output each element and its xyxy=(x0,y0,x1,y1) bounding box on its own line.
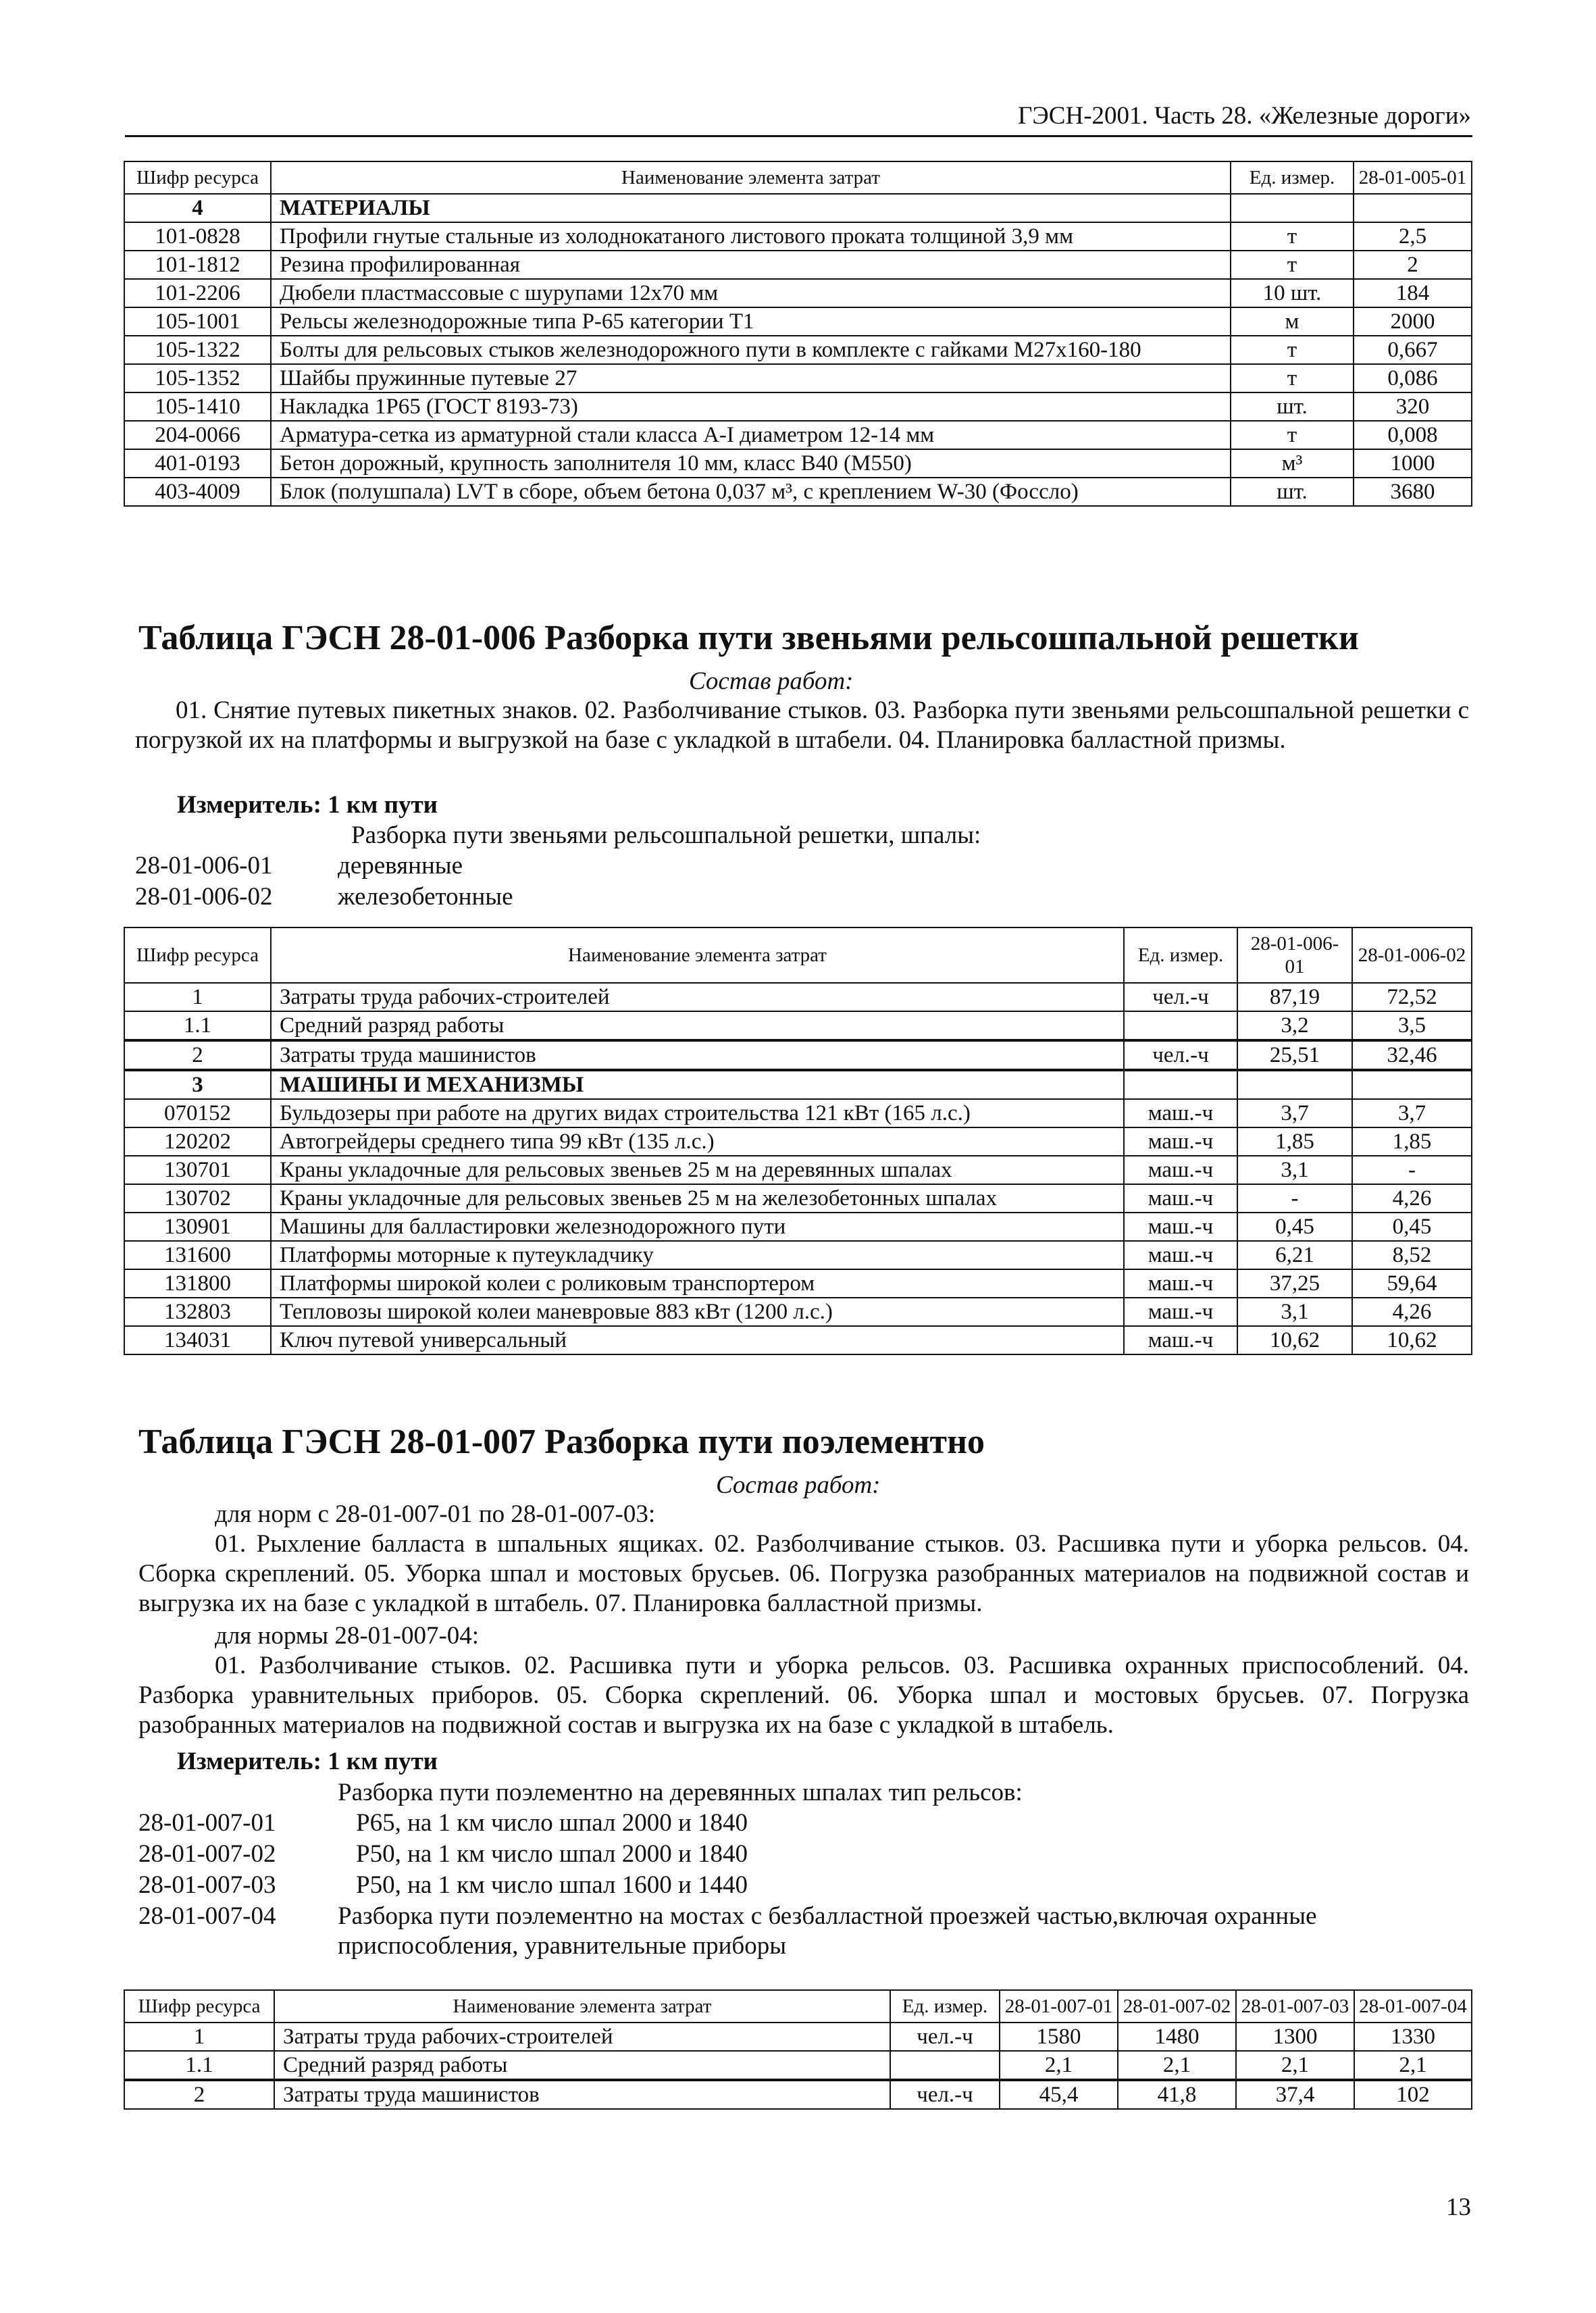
row-name: Автогрейдеры среднего типа 99 кВт (135 л.с.) xyxy=(271,1127,1124,1156)
norm-desc: Р50, на 1 км число шпал 1600 и 1440 xyxy=(356,1871,748,1899)
row-value xyxy=(1237,1070,1352,1099)
composition-label: Состав работ: xyxy=(689,667,854,695)
col-header-unit: Ед. измер. xyxy=(1124,927,1237,983)
row-name: Машины для балластировки железнодорожного пути xyxy=(271,1213,1124,1241)
col-header-norm: 28-01-005-01 xyxy=(1354,161,1472,194)
row-name: Болты для рельсовых стыков железнодорожного пути в комплекте с гайками М27х160-180 xyxy=(271,336,1231,364)
table-row xyxy=(124,364,1472,392)
table-row xyxy=(124,2080,1472,2109)
row-value: 32,46 xyxy=(1352,1040,1472,1070)
row-unit: маш.-ч xyxy=(1124,1184,1237,1213)
row-code: 101-2206 xyxy=(124,279,271,307)
row-value: 1,85 xyxy=(1352,1127,1472,1156)
table-row xyxy=(124,336,1472,364)
table-row xyxy=(124,279,1472,307)
table-row xyxy=(124,2051,1472,2080)
row-value: 3,5 xyxy=(1352,1011,1472,1040)
row-unit: шт. xyxy=(1231,478,1354,506)
row-value: 2,1 xyxy=(1118,2051,1236,2080)
row-unit: 10 шт. xyxy=(1231,279,1354,307)
row-value: 2,1 xyxy=(1000,2051,1118,2080)
row-code: 101-1812 xyxy=(124,251,271,279)
row-value: 320 xyxy=(1354,392,1472,421)
row-value: 59,64 xyxy=(1352,1269,1472,1298)
table-row xyxy=(124,1241,1472,1269)
row-unit: м xyxy=(1231,307,1354,336)
norm-desc: Разборка пути поэлементно на мостах с безбалластной проезжей частью,включая охранные приспособления, уравнительные приборы xyxy=(338,1902,1317,1960)
row-value: 3,1 xyxy=(1237,1298,1352,1326)
row-unit: м³ xyxy=(1231,449,1354,478)
row-name: Бетон дорожный, крупность заполнителя 10 мм, класс В40 (М550) xyxy=(271,449,1231,478)
row-code: 130702 xyxy=(124,1184,271,1213)
row-value: 2,5 xyxy=(1354,222,1472,251)
row-unit: т xyxy=(1231,364,1354,392)
row-value: 2,1 xyxy=(1236,2051,1354,2080)
section-title-007: Таблица ГЭСН 28-01-007 Разборка пути поэлементно xyxy=(138,1423,985,1461)
norm-desc: Р50, на 1 км число шпал 2000 и 1840 xyxy=(356,1840,748,1868)
row-value: 10,62 xyxy=(1237,1326,1352,1354)
col-header-code: Шифр ресурса xyxy=(124,927,271,983)
table-row xyxy=(124,1156,1472,1184)
row-unit: чел.-ч xyxy=(1124,983,1237,1011)
table-header-row xyxy=(124,161,1472,194)
row-value: 2 xyxy=(1354,251,1472,279)
table-row xyxy=(124,251,1472,279)
codes-intro: Разборка пути поэлементно на деревянных шпалах тип рельсов: xyxy=(338,1779,1023,1806)
codes-intro: Разборка пути звеньями рельсошпальной решетки, шпалы: xyxy=(351,821,981,849)
row-value: 1300 xyxy=(1236,2023,1354,2051)
col-header-code: Шифр ресурса xyxy=(124,1990,274,2023)
row-name: Средний разряд работы xyxy=(274,2051,890,2080)
row-value: 3,1 xyxy=(1237,1156,1352,1184)
measure-label: Измеритель: 1 км пути xyxy=(177,1748,438,1775)
code-row xyxy=(138,1839,748,1869)
table-row xyxy=(124,1011,1472,1040)
row-code: 105-1352 xyxy=(124,364,271,392)
table-row xyxy=(124,2023,1472,2051)
row-unit: маш.-ч xyxy=(1124,1241,1237,1269)
row-unit: маш.-ч xyxy=(1124,1127,1237,1156)
row-unit: шт. xyxy=(1231,392,1354,421)
row-unit: маш.-ч xyxy=(1124,1213,1237,1241)
composition-label: Состав работ: xyxy=(716,1471,881,1499)
row-value: 87,19 xyxy=(1237,983,1352,1011)
row-unit: чел.-ч xyxy=(1124,1040,1237,1070)
row-code: 1.1 xyxy=(124,2051,274,2080)
norms2-text: 01. Разболчивание стыков. 02. Расшивка пути и уборка рельсов. 03. Расшивка охранных приспособлений. 04. Разборка уравнительных приборов. 05. Сборка скреплений. 06. Уборка шпал и мостовых брусьев. 07. Погрузка разобранных материалов на подвижной состав и выгрузка их на базе с укладкой в штабель. xyxy=(138,1652,1469,1739)
row-value: 0,45 xyxy=(1237,1213,1352,1241)
row-name: Краны укладочные для рельсовых звеньев 25 м на деревянных шпалах xyxy=(271,1156,1124,1184)
row-code: 105-1001 xyxy=(124,307,271,336)
table-row xyxy=(124,1040,1472,1070)
table-row xyxy=(124,1213,1472,1241)
table-row xyxy=(124,1269,1472,1298)
norm-code: 28-01-007-01 xyxy=(138,1809,276,1837)
row-code: 105-1410 xyxy=(124,392,271,421)
norm-code: 28-01-007-04 xyxy=(138,1902,276,1930)
norm-desc: Р65, на 1 км число шпал 2000 и 1840 xyxy=(356,1809,748,1837)
row-code: 134031 xyxy=(124,1326,271,1354)
row-value: 3,2 xyxy=(1237,1011,1352,1040)
row-name: Профили гнутые стальные из холоднокатаного листового проката толщиной 3,9 мм xyxy=(271,222,1231,251)
row-value: 102 xyxy=(1354,2080,1472,2109)
row-code: 204-0066 xyxy=(124,421,271,449)
row-name: Шайбы пружинные путевые 27 xyxy=(271,364,1231,392)
col-header-norm: 28-01-007-01 xyxy=(1000,1990,1118,2023)
section-title-006: Таблица ГЭСН 28-01-006 Разборка пути звеньями рельсошпальной решетки xyxy=(138,619,1359,657)
row-value: 45,4 xyxy=(1000,2080,1118,2109)
table-row xyxy=(124,1326,1472,1354)
norm-desc: железобетонные xyxy=(338,883,513,911)
table-006 xyxy=(124,927,1472,1355)
row-unit xyxy=(1124,1011,1237,1040)
row-unit xyxy=(1124,1070,1237,1099)
table-row xyxy=(124,1099,1472,1127)
row-value: 184 xyxy=(1354,279,1472,307)
row-value: 3,7 xyxy=(1352,1099,1472,1127)
norm-code: 28-01-007-02 xyxy=(138,1840,276,1868)
row-value: 6,21 xyxy=(1237,1241,1352,1269)
row-name: Затраты труда рабочих-строителей xyxy=(274,2023,890,2051)
row-value xyxy=(1354,194,1472,222)
row-unit: маш.-ч xyxy=(1124,1156,1237,1184)
row-name: МАТЕРИАЛЫ xyxy=(271,194,1231,222)
row-name: Затраты труда машинистов xyxy=(274,2080,890,2109)
row-value: 1,85 xyxy=(1237,1127,1352,1156)
row-name: Тепловозы широкой колеи маневровые 883 кВт (1200 л.с.) xyxy=(271,1298,1124,1326)
row-value: 3,7 xyxy=(1237,1099,1352,1127)
code-row xyxy=(138,1871,748,1900)
row-code: 4 xyxy=(124,194,271,222)
row-code: 1 xyxy=(124,983,271,1011)
row-code: 131600 xyxy=(124,1241,271,1269)
row-name: Платформы широкой колеи с роликовым транспортером xyxy=(271,1269,1124,1298)
table-007 xyxy=(124,1989,1472,2110)
row-unit: т xyxy=(1231,222,1354,251)
row-code: 132803 xyxy=(124,1298,271,1326)
row-name: Накладка 1Р65 (ГОСТ 8193-73) xyxy=(271,392,1231,421)
col-header-norm: 28-01-007-03 xyxy=(1236,1990,1354,2023)
col-header-name: Наименование элемента затрат xyxy=(271,927,1124,983)
row-unit: маш.-ч xyxy=(1124,1298,1237,1326)
table-header-row xyxy=(124,927,1472,983)
row-name: Краны укладочные для рельсовых звеньев 25 м на железобетонных шпалах xyxy=(271,1184,1124,1213)
row-value: 4,26 xyxy=(1352,1184,1472,1213)
row-value: 72,52 xyxy=(1352,983,1472,1011)
row-unit: т xyxy=(1231,336,1354,364)
page-number: 13 xyxy=(1446,2193,1471,2221)
row-code: 2 xyxy=(124,1040,271,1070)
row-unit: маш.-ч xyxy=(1124,1099,1237,1127)
row-value: - xyxy=(1352,1156,1472,1184)
code-row xyxy=(135,851,463,881)
row-name: Средний разряд работы xyxy=(271,1011,1124,1040)
row-code: 2 xyxy=(124,2080,274,2109)
table-row xyxy=(124,421,1472,449)
row-value: 10,62 xyxy=(1352,1326,1472,1354)
row-value: 2000 xyxy=(1354,307,1472,336)
code-row xyxy=(138,1902,1469,1961)
row-value: - xyxy=(1237,1184,1352,1213)
row-unit: т xyxy=(1231,421,1354,449)
code-row xyxy=(135,882,513,912)
col-header-unit: Ед. измер. xyxy=(1231,161,1354,194)
row-name: Платформы моторные к путеукладчику xyxy=(271,1241,1124,1269)
row-name: Затраты труда рабочих-строителей xyxy=(271,983,1124,1011)
row-unit: маш.-ч xyxy=(1124,1326,1237,1354)
row-code: 120202 xyxy=(124,1127,271,1156)
row-unit xyxy=(1231,194,1354,222)
row-unit: чел.-ч xyxy=(890,2080,1000,2109)
row-value: 0,086 xyxy=(1354,364,1472,392)
col-header-unit: Ед. измер. xyxy=(890,1990,1000,2023)
row-value: 1000 xyxy=(1354,449,1472,478)
table-row xyxy=(124,983,1472,1011)
table-row xyxy=(124,1127,1472,1156)
row-code: 1 xyxy=(124,2023,274,2051)
table-row xyxy=(124,449,1472,478)
norm-desc: деревянные xyxy=(338,852,463,880)
table-row xyxy=(124,307,1472,336)
row-unit: т xyxy=(1231,251,1354,279)
row-value: 37,4 xyxy=(1236,2080,1354,2109)
header-rule xyxy=(125,135,1472,137)
row-value: 0,667 xyxy=(1354,336,1472,364)
measure-label: Измеритель: 1 км пути xyxy=(177,791,438,819)
norm-code: 28-01-006-01 xyxy=(135,852,273,880)
row-code: 105-1322 xyxy=(124,336,271,364)
row-name: Рельсы железнодорожные типа Р-65 категории Т1 xyxy=(271,307,1231,336)
page-header: ГЭСН-2001. Часть 28. «Железные дороги» xyxy=(1017,102,1471,130)
col-header-norm: 28-01-007-04 xyxy=(1354,1990,1472,2023)
row-value: 4,26 xyxy=(1352,1298,1472,1326)
table-row xyxy=(124,1070,1472,1099)
row-value xyxy=(1352,1070,1472,1099)
row-code: 101-0828 xyxy=(124,222,271,251)
table-row xyxy=(124,478,1472,506)
row-code: 130701 xyxy=(124,1156,271,1184)
row-name: МАШИНЫ И МЕХАНИЗМЫ xyxy=(271,1070,1124,1099)
code-row xyxy=(138,1808,748,1838)
row-name: Резина профилированная xyxy=(271,251,1231,279)
col-header-name: Наименование элемента затрат xyxy=(271,161,1231,194)
col-header-norm: 28-01-007-02 xyxy=(1118,1990,1236,2023)
col-header-name: Наименование элемента затрат xyxy=(274,1990,890,2023)
row-value: 1480 xyxy=(1118,2023,1236,2051)
table-row xyxy=(124,194,1472,222)
table-row xyxy=(124,392,1472,421)
norms1-text: 01. Рыхление балласта в шпальных ящиках. 02. Разболчивание стыков. 03. Расшивка пути и уборка рельсов. 04. Сборка скреплений. 05. Уборка шпал и мостовых брусьев. 06. Погрузка разобранных материалов на подвижной состав и выгрузка их на базе с укладкой в штабель. 07. Планировка балластной призмы. xyxy=(138,1530,1469,1617)
row-value: 0,008 xyxy=(1354,421,1472,449)
row-value: 0,45 xyxy=(1352,1213,1472,1241)
table-row xyxy=(124,1298,1472,1326)
row-value: 25,51 xyxy=(1237,1040,1352,1070)
row-code: 3 xyxy=(124,1070,271,1099)
composition-text: 01. Снятие путевых пикетных знаков. 02. Разболчивание стыков. 03. Разборка пути звеньями рельсошпальной решетки с погрузкой их на платформы и выгрузкой на базе с укладкой в штабели. 04. Планировка балластной призмы. xyxy=(135,696,1469,754)
row-value: 2,1 xyxy=(1354,2051,1472,2080)
row-value: 41,8 xyxy=(1118,2080,1236,2109)
row-name: Затраты труда машинистов xyxy=(271,1040,1124,1070)
col-header-norm: 28-01-006-02 xyxy=(1352,927,1472,983)
row-unit: маш.-ч xyxy=(1124,1269,1237,1298)
row-code: 401-0193 xyxy=(124,449,271,478)
table-row xyxy=(124,222,1472,251)
row-value: 3680 xyxy=(1354,478,1472,506)
row-unit xyxy=(890,2051,1000,2080)
table-materials xyxy=(124,161,1472,507)
row-name: Арматура-сетка из арматурной стали класса А-I диаметром 12-14 мм xyxy=(271,421,1231,449)
row-name: Бульдозеры при работе на других видах строительства 121 кВт (165 л.с.) xyxy=(271,1099,1124,1127)
row-value: 1330 xyxy=(1354,2023,1472,2051)
row-code: 131800 xyxy=(124,1269,271,1298)
norm-code: 28-01-006-02 xyxy=(135,883,273,911)
row-code: 070152 xyxy=(124,1099,271,1127)
norm-code: 28-01-007-03 xyxy=(138,1871,276,1899)
row-unit: чел.-ч xyxy=(890,2023,1000,2051)
table-header-row xyxy=(124,1990,1472,2023)
row-name: Ключ путевой универсальный xyxy=(271,1326,1124,1354)
row-value: 1580 xyxy=(1000,2023,1118,2051)
row-value: 8,52 xyxy=(1352,1241,1472,1269)
col-header-code: Шифр ресурса xyxy=(124,161,271,194)
norms2-label: для нормы 28-01-007-04: xyxy=(215,1622,480,1650)
row-value: 37,25 xyxy=(1237,1269,1352,1298)
table-row xyxy=(124,1184,1472,1213)
row-code: 130901 xyxy=(124,1213,271,1241)
norms1-label: для норм с 28-01-007-01 по 28-01-007-03: xyxy=(215,1500,656,1528)
row-name: Дюбели пластмассовые с шурупами 12х70 мм xyxy=(271,279,1231,307)
row-code: 403-4009 xyxy=(124,478,271,506)
col-header-norm: 28-01-006-01 xyxy=(1237,927,1352,983)
row-code: 1.1 xyxy=(124,1011,271,1040)
row-name: Блок (полушпала) LVT в сборе, объем бетона 0,037 м³, с креплением W-30 (Фоссло) xyxy=(271,478,1231,506)
